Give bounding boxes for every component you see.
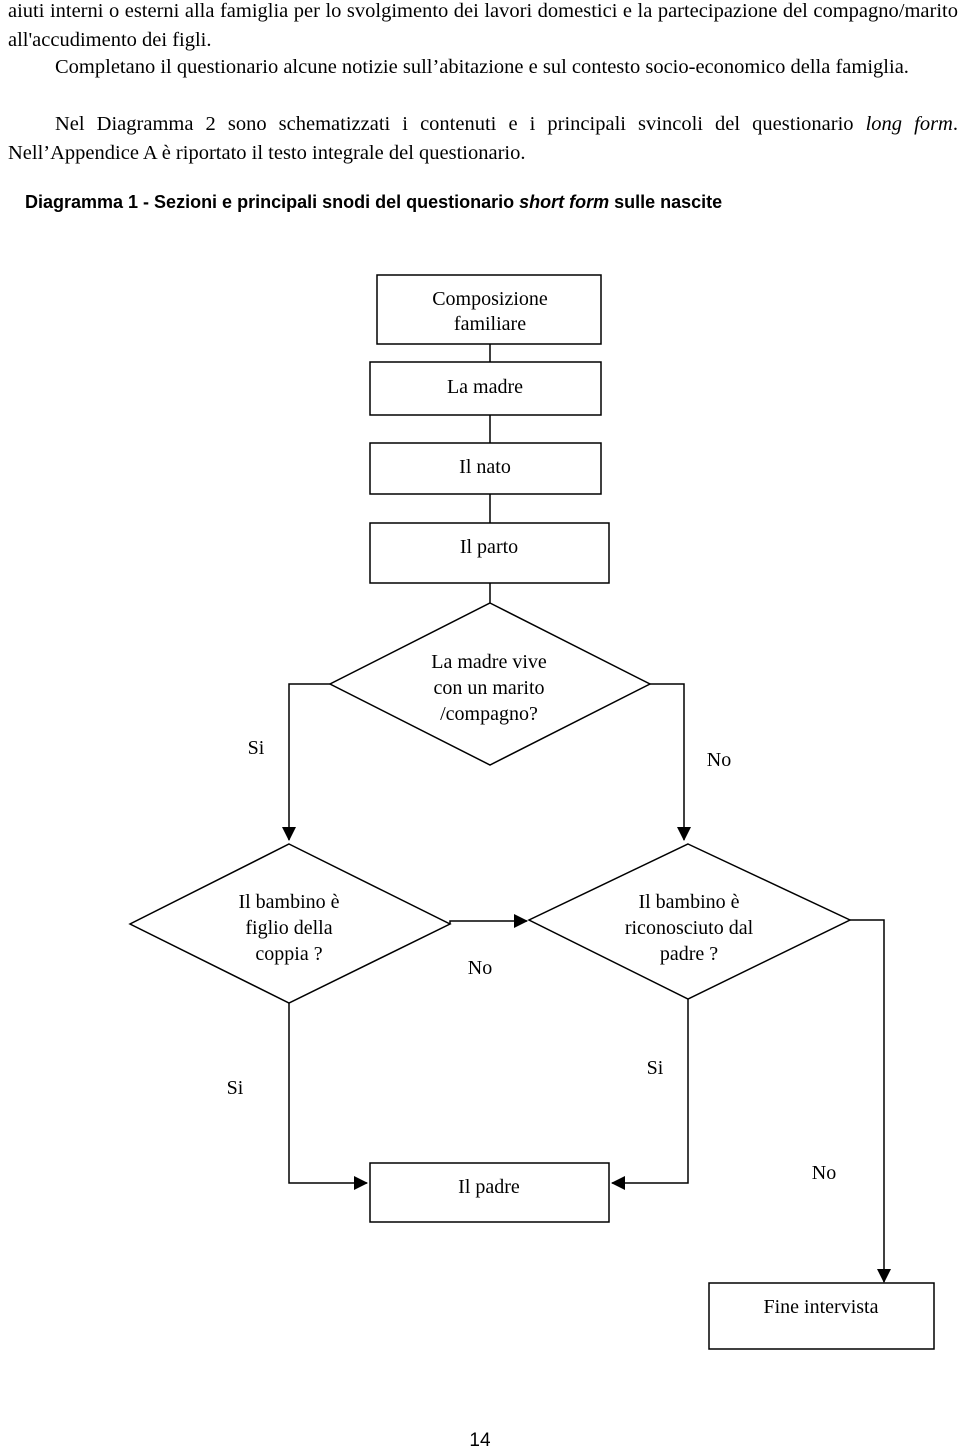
label-q2-line2: figlio della [245, 917, 333, 939]
label-il-parto: Il parto [459, 536, 519, 558]
paragraph-abitazione: Completano il questionario alcune notizie sull’abitazione e sul contesto socio-economico della famiglia. [55, 56, 909, 78]
paragraph-diagramma-2-text: Nel Diagramma 2 sono schematizzati i contenuti e i principali svincoli del questionario [55, 113, 866, 135]
connector-si-q3 [612, 999, 688, 1183]
connector-si-q1 [289, 684, 330, 840]
long-form-term: long form [865, 113, 953, 135]
connector-no-q2 [450, 921, 527, 924]
label-q3-line3: padre ? [659, 943, 719, 965]
label-la-madre: La madre [446, 376, 524, 398]
label-si-1: Si [247, 737, 265, 759]
label-no-3: No [811, 1162, 837, 1184]
page-number: 14 [469, 1430, 491, 1451]
label-no-1: No [706, 749, 732, 771]
label-q3-line2: riconosciuto dal [624, 917, 754, 939]
figure-title-suffix: sulle nascite [609, 192, 723, 212]
label-familiare: familiare [453, 313, 527, 335]
figure-title-prefix: Diagramma 1 - Sezioni e principali snodi del questionario [25, 192, 520, 212]
label-q1-line2: con un marito [433, 677, 545, 699]
label-q2-line1: Il bambino è [238, 891, 340, 913]
connector-no-q3 [850, 920, 884, 1282]
paragraph-aiuti: aiuti interni o esterni alla famiglia per lo svolgimento dei lavori domestici e la partecipazione del compagno/marito all'accudimento dei figli. [8, 0, 958, 51]
label-q1-line3: /compagno? [440, 703, 538, 725]
label-il-nato: Il nato [459, 456, 511, 478]
label-si-3: Si [646, 1057, 664, 1079]
label-q1-line1: La madre vive [431, 651, 547, 673]
label-no-2: No [467, 957, 493, 979]
short-form-term: short form [519, 192, 610, 212]
paragraph-appendice-text: . Nell’Appendice A è riportato il testo integrale del questionario. [8, 113, 958, 164]
label-il-padre: Il padre [458, 1176, 520, 1198]
label-composizione: Composizione [432, 288, 548, 310]
label-fine-intervista: Fine intervista [763, 1296, 879, 1318]
label-q2-line3: coppia ? [255, 943, 323, 965]
label-q3-line1: Il bambino è [638, 891, 740, 913]
connector-si-q2 [289, 1003, 367, 1183]
connector-no-q1 [648, 684, 684, 840]
label-si-2: Si [226, 1077, 244, 1099]
